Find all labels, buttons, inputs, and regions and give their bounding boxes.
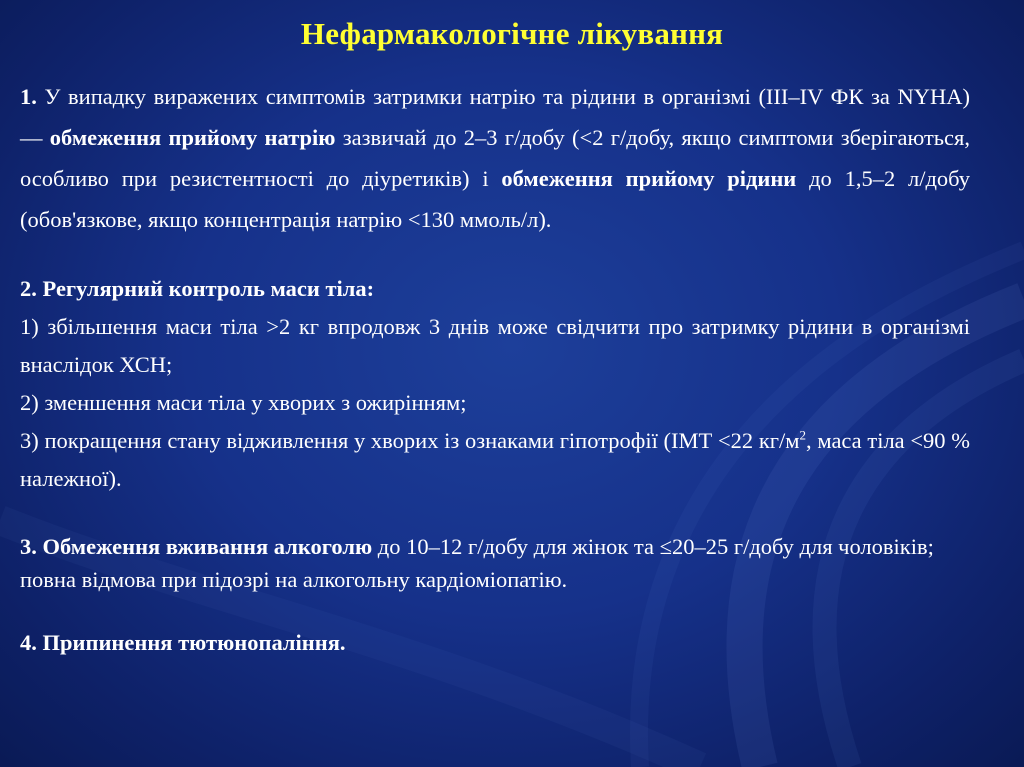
paragraph-sodium-fluid-restriction — [20, 76, 970, 240]
item-number-1: 1. — [20, 84, 37, 109]
slide-content — [20, 76, 970, 659]
paragraph-weight-control-heading — [20, 270, 970, 308]
p3-bold: 3. Обмеження вживання алкоголю — [20, 534, 373, 559]
weight-item-3 — [20, 422, 970, 498]
weight-item-3-text-a: 3) покращення стану відживлення у хворих із ознаками гіпотрофії (ІМТ <22 кг/м — [20, 428, 800, 453]
paragraph-alcohol-restriction — [20, 530, 970, 596]
paragraph-smoking-cessation — [20, 626, 970, 659]
p1-bold-sodium: обмеження прийому натрію — [49, 125, 336, 150]
p1-bold-fluid: обмеження прийому рідини — [501, 166, 797, 191]
weight-item-1: 1) збільшення маси тіла >2 кг впродовж 3 днів може свідчити про затримку рідини в організмі внаслідок ХСН; — [20, 314, 970, 377]
p1-text-2: зазвичай до 2–3 г/добу (<2 г/добу, якщо симптоми зберігаються, особливо при резистентності до діуретиків) і — [20, 125, 971, 191]
superscript-2: 2 — [799, 427, 807, 443]
slide-title: Нефармакологічне лікування — [300, 16, 724, 51]
p2-heading: 2. Регулярний контроль маси тіла: — [20, 276, 375, 301]
weight-item-3-text-b: , маса тіла <90 % належної). — [20, 428, 970, 491]
p1-text-1: У випадку виражених симптомів затримки натрію та рідини в організмі (III–IV ФК за NYHA) — — [20, 84, 970, 150]
weight-item-2: 2) зменшення маси тіла у хворих з ожирінням; — [20, 390, 467, 415]
p3-text: до 10–12 г/добу для жінок та ≤20–25 г/добу для чоловіків; повна відмова при підозрі на алкогольну кардіоміопатію. — [20, 534, 934, 592]
p1-text-3: до 1,5–2 л/добу (обов'язкове, якщо концентрація натрію <130 ммоль/л). — [20, 166, 971, 232]
p4-bold: 4. Припинення тютюнопаління. — [20, 630, 346, 655]
